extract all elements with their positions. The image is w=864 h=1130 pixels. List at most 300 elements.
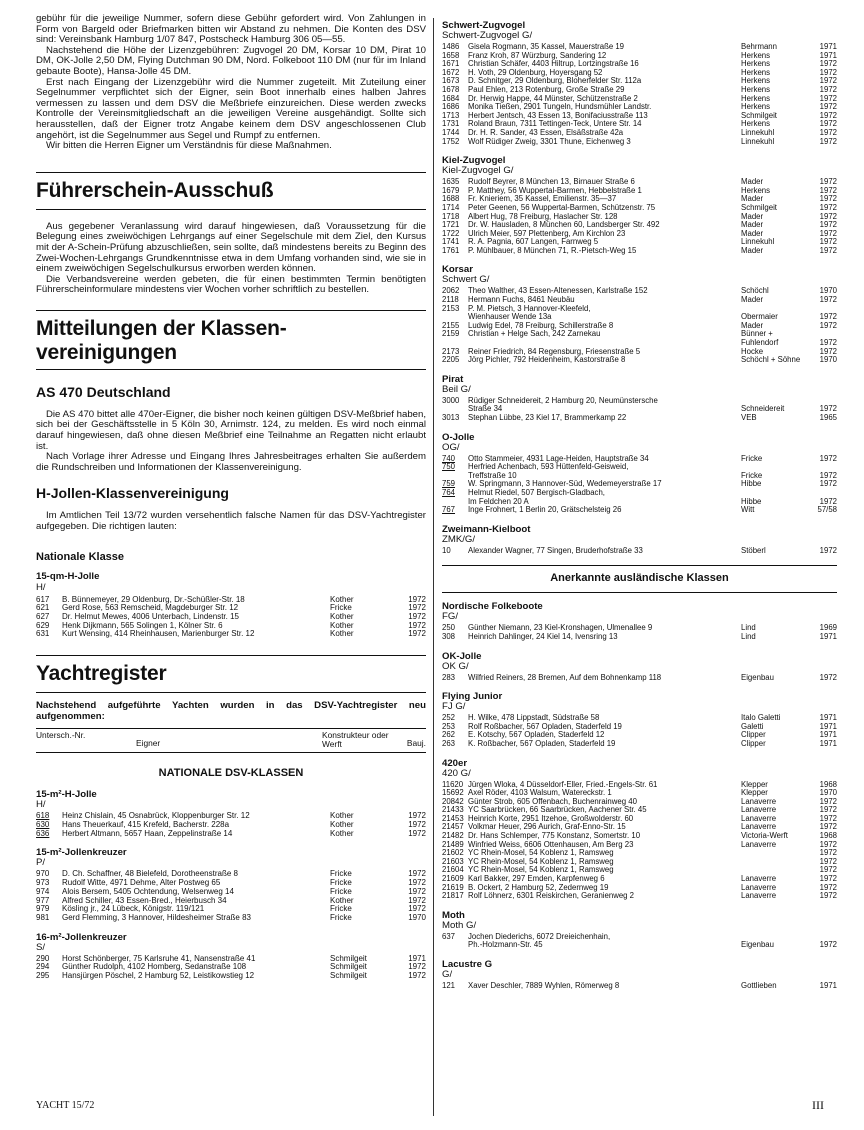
owner-address: Volkmar Heuer, 296 Aurich, Graf-Enno-Str. 15 xyxy=(468,822,626,832)
build-year: 1972 xyxy=(819,110,837,120)
table-rule xyxy=(442,592,837,593)
builder: VEB xyxy=(741,413,757,422)
sail-number: 2173 xyxy=(442,346,460,356)
builder: Stöberl xyxy=(741,545,766,555)
owner-address: Christian Schäfer, 4403 Hiltrup, Lortzingstraße 16 xyxy=(468,59,639,69)
sail-number: 1731 xyxy=(442,119,460,129)
build-year: 1972 xyxy=(408,904,426,914)
sail-number: 21482 xyxy=(442,831,464,841)
sail-number: 2155 xyxy=(442,320,460,330)
build-year: 1972 xyxy=(408,878,426,888)
builder: Lanaverre xyxy=(741,822,777,832)
footer-page-number: III xyxy=(812,1098,824,1112)
owner-address: Theo Walther, 43 Essen-Altenessen, Karlstraße 152 xyxy=(468,286,648,296)
sail-number: 290 xyxy=(36,953,50,963)
owner-address: Gisela Rogmann, 35 Kassel, Mauerstraße 19 xyxy=(468,42,625,51)
build-year: 1971 xyxy=(819,631,837,641)
foreign-classes-title: Anerkannte ausländische Klassen xyxy=(550,572,729,585)
build-year: 57/58 xyxy=(817,505,837,515)
section-rule xyxy=(36,172,426,173)
register-table xyxy=(442,455,837,515)
sail-number: 21603 xyxy=(442,856,464,866)
class-group xyxy=(442,155,837,255)
register-row xyxy=(36,830,426,839)
owner-address: Helmut Riedel, 507 Bergisch-Gladbach, xyxy=(468,487,605,497)
register-row xyxy=(442,547,837,556)
builder: Lind xyxy=(741,631,756,641)
build-year: 1972 xyxy=(819,220,837,230)
builder: Schneidereit xyxy=(741,404,785,414)
sail-number: 2153 xyxy=(442,303,460,313)
build-year: 1972 xyxy=(408,620,426,630)
build-year: 1972 xyxy=(819,404,837,414)
builder: Eigenbau xyxy=(741,940,774,950)
builder: Fuhlendorf xyxy=(741,338,779,348)
builder: Mader xyxy=(741,320,764,330)
register-row xyxy=(442,138,837,147)
class-group xyxy=(442,432,837,515)
register-row xyxy=(36,914,426,923)
owner-address: Treffstraße 10 xyxy=(468,470,517,480)
build-year: 1970 xyxy=(819,286,837,296)
register-table xyxy=(442,178,837,255)
fuehrerschein-paragraph: Aus gegebener Veranlassung wird darauf hingewiesen, daß Voraussetzung für die Belegung eines zweiwöchigen Lehrgangs auf einer Segelschule mit dem Ziel, den Kursus mit der A-Schein-Prüfung abzuschließen, sein sollte, daß mindestens bereits zu Beginn des Zwei-Wochen-Lehrgangs Grundkenntnisse etwa in dem Umfang vorhanden sind, wie sie in einem zweiwöchigen Segelschulkursus erworben werden können. xyxy=(36,220,426,275)
build-year: 1970 xyxy=(819,788,837,798)
sail-number: 1718 xyxy=(442,211,460,221)
class-mark: Moth G/ xyxy=(442,919,477,931)
owner-address: Christian + Helge Sach, 242 Zarnekau xyxy=(468,329,601,339)
sail-number: 631 xyxy=(36,629,50,639)
class-mark: H/ xyxy=(36,799,46,811)
builder: Witt xyxy=(741,505,755,515)
build-year: 1971 xyxy=(819,730,837,740)
builder: Kother xyxy=(330,820,354,830)
sail-number: 308 xyxy=(442,631,456,641)
class-group xyxy=(442,20,837,146)
build-year: 1972 xyxy=(819,185,837,195)
build-year: 1971 xyxy=(819,713,837,723)
build-year: 1972 xyxy=(819,136,837,146)
class-title: Zweimann-Kielboot xyxy=(442,523,531,535)
owner-address: Im Feldchen 20 A xyxy=(468,496,529,506)
owner-address: Hermann Fuchs, 8461 Neubäu xyxy=(468,295,575,305)
class-title: Pirat xyxy=(442,373,464,385)
builder: Lanaverre xyxy=(741,813,777,823)
class-group xyxy=(36,789,426,838)
sail-number: 2205 xyxy=(442,355,460,365)
owner-address: Albert Hug, 78 Freiburg, Haslacher Str. 128 xyxy=(468,211,618,221)
builder: Lind xyxy=(741,623,756,633)
sail-number: 121 xyxy=(442,981,456,990)
owner-address: D. Ch. Schaffner, 48 Bielefeld, Dorotheenstraße 8 xyxy=(62,869,238,879)
owner-address: YC Rhein-Mosel, 54 Koblenz 1, Ramsweg xyxy=(468,848,614,858)
build-year: 1972 xyxy=(408,971,426,981)
build-year: 1972 xyxy=(819,672,837,682)
builder: Victoria-Werft xyxy=(741,831,788,841)
class-title: Nordische Folkeboote xyxy=(442,601,543,613)
sail-number: 21457 xyxy=(442,822,464,832)
owner-address: Alfred Schiller, 43 Essen-Bred., Heierbusch 34 xyxy=(62,895,227,905)
sail-number: 250 xyxy=(442,623,456,633)
builder xyxy=(741,849,815,858)
build-year: 1971 xyxy=(819,42,837,51)
yachtregister-intro: Nachstehend aufgeführte Yachten wurden in das DSV-Yachtregister neu aufgenommen: xyxy=(36,700,426,722)
header-konstrukteur: Konstrukteur oder Werft xyxy=(322,730,389,750)
sail-number: 21619 xyxy=(442,882,464,892)
builder: Mader xyxy=(741,245,764,255)
owner-address: Reiner Friedrich, 84 Regensburg, Friesenstraße 5 xyxy=(468,346,641,356)
builder: Mader xyxy=(741,295,764,305)
build-year: 1972 xyxy=(819,93,837,103)
owner-address: Straße 34 xyxy=(468,404,503,414)
build-year: 1972 xyxy=(819,76,837,86)
builder: Eigenbau xyxy=(741,672,774,682)
sail-number: 263 xyxy=(442,738,456,748)
build-year: 1972 xyxy=(819,891,837,901)
sail-number: 294 xyxy=(36,962,50,972)
owner-address: K. Roßbacher, 567 Opladen, Staderfeld 19 xyxy=(468,738,616,748)
owner-address: Günter Strob, 605 Offenbach, Buchenrainweg 40 xyxy=(468,796,637,806)
qm-hjolle-sub: H/ xyxy=(36,581,46,593)
register-row xyxy=(442,414,837,423)
owner-address: Axel Röder, 4103 Walsum, Watereckstr. 1 xyxy=(468,788,612,798)
build-year: 1972 xyxy=(819,119,837,129)
builder: Lanaverre xyxy=(741,882,777,892)
builder: Behrmann xyxy=(741,42,777,51)
owner-address: P. M. Pietsch, 3 Hannover-Kleefeld, xyxy=(468,303,591,313)
register-table xyxy=(36,870,426,922)
sail-number: 979 xyxy=(36,904,50,914)
build-year: 1972 xyxy=(408,811,426,821)
builder: Schmilgeit xyxy=(741,202,777,212)
class-mark: Beil G/ xyxy=(442,383,471,395)
owner-address: Xaver Deschler, 7889 Wyhlen, Römerweg 8 xyxy=(468,981,620,990)
owner-address: Heinz Chislain, 45 Osnabrück, Kloppenburger Str. 12 xyxy=(62,811,250,821)
sail-number: 767 xyxy=(442,505,456,515)
build-year: 1972 xyxy=(819,211,837,221)
sail-number: 970 xyxy=(36,869,50,879)
sail-number: 1761 xyxy=(442,245,460,255)
owner-address: Horst Schönberger, 75 Karlsruhe 41, Nansenstraße 41 xyxy=(62,953,256,963)
build-year: 1972 xyxy=(819,805,837,815)
builder: Schöchl + Söhne xyxy=(741,355,801,365)
build-year: 1972 xyxy=(819,67,837,77)
sail-number: 1684 xyxy=(442,93,460,103)
build-year: 1972 xyxy=(819,245,837,255)
sail-number: 636 xyxy=(36,828,50,838)
sail-number: 630 xyxy=(36,820,50,830)
owner-address: Karl Bakker, 297 Emden, Karpfenweg 6 xyxy=(468,874,605,884)
builder: Herkens xyxy=(741,93,771,103)
class-title: O-Jolle xyxy=(442,431,475,443)
builder: Linnekuhl xyxy=(741,136,775,146)
sail-number: 1688 xyxy=(442,194,460,204)
build-year: 1971 xyxy=(819,721,837,731)
builder: Herkens xyxy=(741,185,771,195)
sail-number: 15692 xyxy=(442,788,464,798)
builder: Lanaverre xyxy=(741,874,777,884)
builder: Herkens xyxy=(741,76,771,86)
owner-address: H. Voth, 29 Oldenburg, Hoyersgang 52 xyxy=(468,67,603,77)
sail-number: 1672 xyxy=(442,67,460,77)
builder: Herkens xyxy=(741,102,771,112)
class-group xyxy=(442,374,837,423)
builder: Mader xyxy=(741,194,764,204)
as470-title: AS 470 Deutschland xyxy=(36,383,171,400)
build-year: 1972 xyxy=(819,856,837,866)
owner-address: Stephan Lübbe, 23 Kiel 17, Brammerkamp 22 xyxy=(468,413,627,422)
class-group xyxy=(442,264,837,364)
sail-number: 621 xyxy=(36,603,50,613)
class-mark: S/ xyxy=(36,941,46,953)
owner-address: Otto Stammeier, 4931 Lage-Heiden, Hauptstraße 34 xyxy=(468,453,649,463)
builder: Lanaverre xyxy=(741,796,777,806)
builder: Kother xyxy=(330,828,354,838)
sail-number: 627 xyxy=(36,612,50,622)
build-year: 1972 xyxy=(819,102,837,112)
builder: Fricke xyxy=(330,886,352,896)
builder: Fricke xyxy=(330,869,352,879)
fuehrerschein-body xyxy=(36,222,426,296)
owner-address: Wolf Rüdiger Zweig, 3301 Thune, Eichenweg 3 xyxy=(468,136,631,146)
builder: Mader xyxy=(741,228,764,238)
register-table xyxy=(442,674,837,683)
owner-address: E. Kotschy, 567 Opladen, Staderfeld 12 xyxy=(468,730,605,740)
build-year: 1972 xyxy=(819,479,837,489)
sail-number: 1486 xyxy=(442,42,460,51)
register-table xyxy=(442,43,837,146)
owner-address: Roland Braun, 7311 Tettingen-Teck, Untere Str. 14 xyxy=(468,119,642,129)
build-year: 1968 xyxy=(819,779,837,789)
intro-paragraph: gebühr für die jeweilige Nummer, sofern diese Gebühr gefordert wird. Von Zahlungen in Form von Bargeld oder Briefmarken bitten wir Abstand zu nehmen. Die Konten des DSV sind: Vereinsbank Hamburg 1/07 847, Postscheck Hamburg 306 05—55. xyxy=(36,13,426,46)
owner-address: B. Ockert, 2 Hamburg 52, Zedernweg 19 xyxy=(468,882,609,892)
class-group xyxy=(442,601,837,641)
build-year: 1972 xyxy=(408,828,426,838)
qm-hjolle-title: 15-qm-H-Jolle xyxy=(36,570,100,582)
build-year: 1972 xyxy=(819,237,837,247)
class-group xyxy=(36,932,426,981)
build-year: 1971 xyxy=(408,953,426,963)
class-title: Schwert-Zugvogel xyxy=(442,20,526,31)
builder: Herkens xyxy=(741,50,771,60)
builder: Clipper xyxy=(741,738,766,748)
sail-number: 3013 xyxy=(442,413,460,422)
sail-number: 750 xyxy=(442,462,456,472)
builder: Fricke xyxy=(330,603,352,613)
class-mark: Schwert-Zugvogel G/ xyxy=(442,30,533,41)
sail-number: 20842 xyxy=(442,796,464,806)
sail-number: 759 xyxy=(442,479,456,489)
register-row xyxy=(36,972,426,981)
class-mark: FG/ xyxy=(442,611,458,623)
owner-address: Inge Frohnert, 1 Berlin 20, Grätschelsteig 26 xyxy=(468,505,622,515)
column-divider xyxy=(433,18,434,1116)
owner-address: Ph.-Holzmann-Str. 45 xyxy=(468,940,543,950)
sail-number: 21602 xyxy=(442,848,464,858)
builder: Hibbe xyxy=(741,496,762,506)
class-mark: Schwert G/ xyxy=(442,274,490,286)
sail-number: 637 xyxy=(442,931,456,941)
as470-paragraph: Die AS 470 bittet alle 470er-Eigner, die bisher noch keinen gültigen DSV-Meßbrief haben, sich bei der Geschäftsstelle in 5 Köln 30, Arnimstr. 124, zu melden. Es wird noch einmal darauf hingewiesen, daß ohne diesen Meßbrief eine Teilnahme an Regatten nicht erlaubt ist. xyxy=(36,408,426,452)
register-table xyxy=(36,955,426,981)
owner-address: P. Matthey, 56 Wuppertal-Barmen, Hebbelstraße 1 xyxy=(468,185,642,195)
sail-number: 21609 xyxy=(442,874,464,884)
owner-address: B. Bünnemeyer, 29 Oldenburg, Dr.-Schüßler-Str. 18 xyxy=(62,594,245,604)
register-table xyxy=(442,933,837,950)
class-group xyxy=(442,524,837,556)
builder: Kother xyxy=(330,620,354,630)
builder: Fricke xyxy=(741,453,763,463)
sail-number: 2062 xyxy=(442,286,460,296)
build-year: 1972 xyxy=(408,962,426,972)
owner-address: W. Springmann, 3 Hannover-Süd, Wedemeyerstraße 17 xyxy=(468,479,662,489)
register-table xyxy=(442,781,837,901)
builder: Klepper xyxy=(741,788,768,798)
owner-address: Jochen Diederichs, 6072 Dreieichenhain, xyxy=(468,931,611,941)
build-year: 1972 xyxy=(408,603,426,613)
build-year: 1972 xyxy=(408,820,426,830)
class-mark: P/ xyxy=(36,857,46,869)
build-year: 1969 xyxy=(819,623,837,633)
class-title: 16-m²-Jollenkreuzer xyxy=(36,931,127,943)
build-year: 1972 xyxy=(819,848,837,858)
builder: Herkens xyxy=(741,59,771,69)
register-row xyxy=(36,630,426,639)
builder: Schmilgeit xyxy=(741,110,777,120)
intro-paragraph: Wir bitten die Herren Eigner um Verständnis für diese Maßnahmen. xyxy=(46,140,332,152)
owner-address: Winfried Weiss, 6606 Ottenhausen, Am Berg 23 xyxy=(468,839,634,849)
sail-number: 21489 xyxy=(442,839,464,849)
sail-number: 618 xyxy=(36,811,50,821)
build-year: 1972 xyxy=(819,874,837,884)
owner-address: Rolf Löhnerz, 6301 Reiskirchen, Geranienweg 2 xyxy=(468,891,634,901)
builder: Hibbe xyxy=(741,479,762,489)
owner-address: Ludwig Edel, 78 Freiburg, Schillerstraße 8 xyxy=(468,320,614,330)
hjollen-paragraph: Im Amtlichen Teil 13/72 wurden versehentlich falsche Namen für das DSV-Yachtregister aufgegeben. Die richtigen lauten: xyxy=(36,510,426,533)
build-year: 1972 xyxy=(819,202,837,212)
owner-address: Dr. Helmut Mewes, 4006 Unterbach, Lindenstr. 15 xyxy=(62,612,239,622)
builder: Schmilgeit xyxy=(330,962,367,972)
register-groups xyxy=(36,789,426,980)
build-year: 1972 xyxy=(819,545,837,555)
build-year: 1965 xyxy=(819,413,837,422)
build-year: 1972 xyxy=(819,338,837,348)
sail-number: 1671 xyxy=(442,59,460,69)
owner-address: Dr. Herwig Happe, 44 Münster, Schützenstraße 2 xyxy=(468,93,638,103)
owner-address: Fr. Knieriem, 35 Kassel, Emilienstr. 35—37 xyxy=(468,194,617,204)
owner-address: Günther Rudolph, 4102 Homberg, Sedanstraße 108 xyxy=(62,962,247,972)
build-year: 1972 xyxy=(408,629,426,639)
builder: Schöchl xyxy=(741,286,769,296)
sail-number: 1673 xyxy=(442,76,460,86)
sail-number: 1658 xyxy=(442,50,460,60)
build-year: 1972 xyxy=(408,869,426,879)
builder: Kother xyxy=(330,629,354,639)
owner-address: Alois Bersem, 5405 Ochtendung, Welsenweg 14 xyxy=(62,886,234,896)
sail-number: 2118 xyxy=(442,295,459,305)
owner-address: Gerd Rose, 563 Remscheid, Magdeburger Str. 12 xyxy=(62,603,239,613)
register-row xyxy=(442,247,837,256)
register-table xyxy=(442,397,837,423)
builder: Schmilgeit xyxy=(330,953,367,963)
register-row xyxy=(442,506,837,515)
owner-address: Rüdiger Schneidereit, 2 Hamburg 20, Neumünstersche xyxy=(468,395,658,405)
register-row xyxy=(442,892,837,901)
build-year: 1972 xyxy=(819,940,837,950)
builder: Kother xyxy=(330,811,354,821)
fuehrerschein-paragraph: Die Verbandsvereine werden gebeten, die für einen bestimmten Termin benötigten Führerscheinformulare mindestens vier Wochen vorher schriftlich zu bestellen. xyxy=(36,273,426,296)
sail-number: 629 xyxy=(36,620,50,630)
build-year: 1972 xyxy=(819,59,837,69)
builder: Fricke xyxy=(330,878,352,888)
register-table xyxy=(442,547,837,556)
build-year: 1972 xyxy=(819,228,837,238)
owner-address: Heinrich Dahlinger, 24 Kiel 14, Ivensring 13 xyxy=(468,631,618,641)
register-header xyxy=(36,731,426,749)
register-row xyxy=(442,633,837,642)
builder: Lanaverre xyxy=(741,839,777,849)
class-title: Moth xyxy=(442,909,465,921)
owner-address: D. Schnitger, 29 Oldenburg, Bloherfelder Str. 112a xyxy=(468,76,642,86)
owner-address: Dr. H. R. Sander, 43 Essen, Elsäßstraße 42a xyxy=(468,127,624,137)
register-table xyxy=(442,982,837,991)
register-row xyxy=(442,740,837,749)
build-year: 1972 xyxy=(819,839,837,849)
sail-number: 977 xyxy=(36,895,50,905)
owner-address: Hansjürgen Pöschel, 2 Hamburg 52, Leistikowstieg 12 xyxy=(62,971,255,981)
right-register-groups xyxy=(442,20,837,555)
section-rule xyxy=(36,655,426,656)
build-year: 1972 xyxy=(819,882,837,892)
register-table xyxy=(442,714,837,748)
section-rule xyxy=(36,369,426,370)
qm-hjolle-table xyxy=(36,596,426,640)
owner-address: Jürgen Wloka, 4 Düsseldorf-Eller, Fried.-Engels-Str. 61 xyxy=(468,779,658,789)
owner-address: YC Rhein-Mosel, 54 Koblenz 1, Ramsweg xyxy=(468,856,614,866)
sail-number: 1713 xyxy=(442,110,460,120)
owner-address: YC Saarbrücken, 66 Saarbrücken, Aachener Str. 45 xyxy=(468,805,647,815)
register-row xyxy=(442,356,837,365)
class-group xyxy=(442,959,837,991)
build-year: 1970 xyxy=(408,912,426,922)
build-year: 1972 xyxy=(408,594,426,604)
build-year: 1972 xyxy=(819,496,837,506)
sail-number xyxy=(442,941,468,950)
header-untersch: Untersch.-Nr. xyxy=(36,730,86,741)
class-title: OK-Jolle xyxy=(442,650,482,662)
build-year: 1968 xyxy=(819,831,837,841)
header-baujahr: Bauj. xyxy=(406,738,426,749)
builder: Kother xyxy=(330,594,354,604)
owner-address: R. A. Pagnia, 607 Langen, Farnweg 5 xyxy=(468,237,599,247)
intro-paragraph: Nachstehend die Höhe der Lizenzgebühren: Zugvogel 20 DM, Korsar 10 DM, Pirat 10 DM, OK-Jolle 2,50 DM, Flying Dutchman 90 DM, Nord. Folkeboot 110 DM (nur für im Inland gebaute Boote), Hansa-Jolle 45 DM. xyxy=(36,44,426,77)
owner-address: Jörg Pichler, 792 Heidenheim, Kastorstraße 8 xyxy=(468,355,626,365)
builder: Bünner + xyxy=(741,329,773,339)
owner-address: Dr. W. Hausladen, 8 München 60, Landsberger Str. 492 xyxy=(468,220,660,230)
builder: Kother xyxy=(330,612,354,622)
class-title: Korsar xyxy=(442,264,473,276)
nationale-klasse-title: Nationale Klasse xyxy=(36,550,125,563)
builder: Obermaier xyxy=(741,312,778,322)
intro-paragraph: Erst nach Eingang der Lizenzgebühr wird die Nummer zugeteilt. Mit Zuteilung einer Segelnummer verpflichtet sich der Eigner, sein Boot innerhalb eines halben Jahres vermessen zu lassen und dem DSV die Meßbriefe einzureichen. Diese werden zwecks Kontrolle der Vereinsmitgliedschaft an die jeweiligen Vereine ausgehändigt. Sollte sich herausstellen, daß der Eigner trotz Angabe keinem dem DSV angeschlossenen Club angehört, ist die Segelnummer aus Segel und Rumpf zu entfernen. xyxy=(36,76,426,141)
national-classes-title: NATIONALE DSV-KLASSEN xyxy=(158,767,304,780)
table-rule xyxy=(36,752,426,753)
build-year: 1972 xyxy=(819,813,837,823)
owner-address: Wilfried Reiners, 28 Bremen, Auf dem Bohnenkamp 118 xyxy=(468,672,662,682)
builder: Linnekuhl xyxy=(741,237,775,247)
foreign-register-groups xyxy=(442,601,837,990)
class-title: 15-m²-H-Jolle xyxy=(36,789,97,801)
